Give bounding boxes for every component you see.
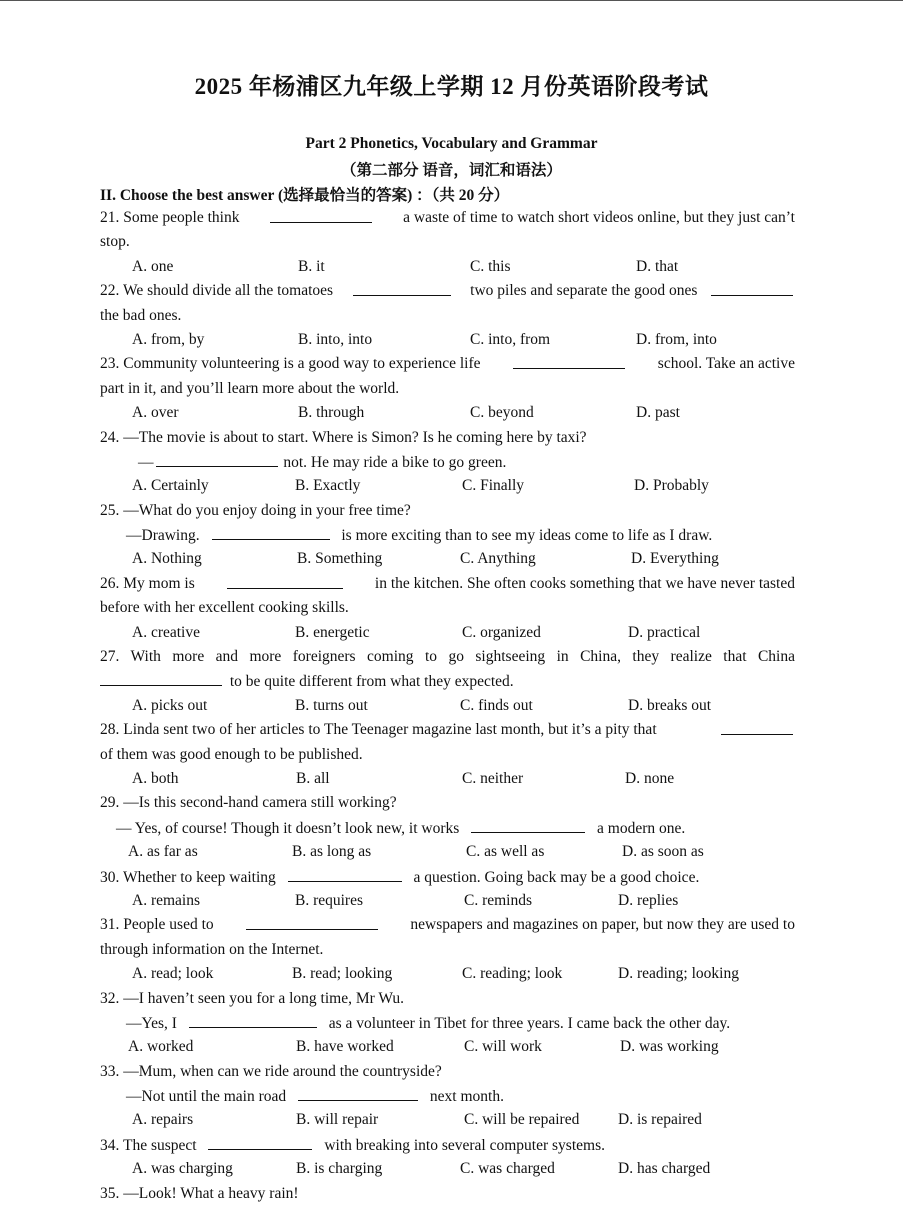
options-34 <box>100 1157 795 1181</box>
option-b[interactable]: B. it <box>298 257 325 275</box>
option-a[interactable]: A. repairs <box>132 1111 194 1129</box>
question-31 <box>100 913 795 937</box>
question-list <box>100 206 795 1206</box>
top-rule <box>0 0 903 1</box>
question-24-reply <box>100 450 795 474</box>
question-30 <box>100 865 795 889</box>
option-d[interactable]: D. reading; looking <box>618 965 739 983</box>
question-text: two piles and separate the good ones <box>470 282 698 300</box>
option-c[interactable]: C. beyond <box>470 404 534 422</box>
option-a[interactable]: A. Certainly <box>132 477 209 495</box>
option-c[interactable]: C. Anything <box>460 550 536 568</box>
option-d[interactable]: D. replies <box>618 891 679 909</box>
option-d[interactable]: D. Probably <box>634 477 709 495</box>
question-text: with breaking into several computer systems. <box>324 1136 605 1154</box>
options-22 <box>100 328 795 352</box>
option-b[interactable]: B. into, into <box>298 330 373 348</box>
option-a[interactable]: A. was charging <box>132 1160 233 1178</box>
question-text: 28. Linda sent two of her articles to The Teenager magazine last month, but it’s a pity that <box>100 721 657 739</box>
option-d[interactable]: D. that <box>636 257 679 275</box>
question-24: 24. —The movie is about to start. Where is Simon? Is he coming here by taxi? <box>100 428 587 446</box>
option-b[interactable]: B. as long as <box>292 843 372 861</box>
option-d[interactable]: D. Everything <box>631 550 719 568</box>
options-21 <box>100 255 795 279</box>
dash: — <box>138 453 154 471</box>
option-c[interactable]: C. neither <box>462 769 524 787</box>
option-d[interactable]: D. was working <box>620 1038 719 1056</box>
answer-blank <box>353 279 451 296</box>
question-26 <box>100 572 795 596</box>
option-b[interactable]: B. turns out <box>295 696 368 714</box>
question-27-cont <box>100 669 795 693</box>
answer-blank <box>246 913 378 930</box>
option-d[interactable]: D. has charged <box>618 1160 711 1178</box>
option-c[interactable]: C. reminds <box>464 891 533 909</box>
option-c[interactable]: C. Finally <box>462 477 525 495</box>
options-30 <box>100 889 795 913</box>
question-text: a waste of time to watch short videos online, but they just can’t <box>403 209 795 226</box>
option-b[interactable]: B. read; looking <box>292 965 393 983</box>
question-text: not. He may ride a bike to go green. <box>283 453 507 471</box>
answer-blank <box>100 669 222 686</box>
section-title: II. Choose the best answer (选择最恰当的答案) ：（共 20 分） <box>100 187 510 204</box>
question-29-reply <box>100 816 795 840</box>
option-d[interactable]: D. none <box>625 769 675 787</box>
answer-blank <box>227 572 343 589</box>
question-text-cont: part in it, and you’ll learn more about the world. <box>100 379 400 397</box>
question-text: school. Take an active <box>657 355 795 373</box>
question-text: as a volunteer in Tibet for three years. I came back the other day. <box>328 1014 731 1032</box>
question-22 <box>100 279 795 303</box>
answer-blank <box>270 206 372 223</box>
question-28 <box>100 718 795 742</box>
option-c[interactable]: C. into, from <box>470 330 551 348</box>
option-b[interactable]: B. will repair <box>296 1111 379 1129</box>
question-32: 32. —I haven’t seen you for a long time, Mr Wu. <box>100 989 405 1007</box>
exam-title: 2025 年杨浦区九年级上学期 12 月份英语阶段考试 <box>194 74 709 99</box>
answer-blank <box>513 352 625 369</box>
question-33-reply <box>100 1084 795 1108</box>
question-34 <box>100 1133 795 1157</box>
question-text: 23. Community volunteering is a good way to experience life <box>100 355 481 373</box>
option-a[interactable]: A. over <box>132 404 179 422</box>
question-text: — Yes, of course! Though it doesn’t look new, it works <box>116 819 460 837</box>
question-text-cont: before with her excellent cooking skills. <box>100 599 349 617</box>
option-b[interactable]: B. have worked <box>296 1038 394 1056</box>
option-c[interactable]: C. was charged <box>460 1160 555 1178</box>
question-text: next month. <box>429 1088 504 1106</box>
option-b[interactable]: B. through <box>298 404 365 422</box>
question-text: newspapers and magazines on paper, but now they are used to <box>410 916 795 934</box>
question-25: 25. —What do you enjoy doing in your free time? <box>100 501 411 519</box>
question-text: —Not until the main road <box>126 1088 287 1106</box>
option-d[interactable]: D. is repaired <box>618 1111 702 1129</box>
question-text: 30. Whether to keep waiting <box>100 868 276 886</box>
options-28 <box>100 767 795 791</box>
answer-blank <box>156 450 278 467</box>
option-a[interactable]: A. read; look <box>132 965 214 983</box>
options-27 <box>100 694 795 718</box>
option-a[interactable]: A. worked <box>128 1038 194 1056</box>
question-text-cont: of them was good enough to be published. <box>100 745 363 763</box>
options-31 <box>100 962 795 986</box>
question-32-reply <box>100 1011 795 1035</box>
question-27: 27. With more and more foreigners coming to go sightseeing in China, they realize that China <box>100 648 795 666</box>
option-b[interactable]: B. is charging <box>296 1160 383 1178</box>
option-a[interactable]: A. picks out <box>132 696 208 714</box>
option-c[interactable]: C. this <box>470 257 511 275</box>
options-24 <box>100 474 795 498</box>
question-29: 29. —Is this second-hand camera still working? <box>100 794 397 812</box>
question-text: is more exciting than to see my ideas come to life as I draw. <box>341 527 713 545</box>
option-b[interactable]: B. all <box>296 769 330 787</box>
question-text-cont: through information on the Internet. <box>100 940 324 958</box>
option-b[interactable]: B. requires <box>295 891 364 909</box>
question-text: 31. People used to <box>100 916 214 934</box>
options-33 <box>100 1108 795 1132</box>
part-title: Part 2 Phonetics, Vocabulary and Grammar <box>305 135 598 152</box>
option-b[interactable]: B. energetic <box>295 623 370 641</box>
option-a[interactable]: A. creative <box>132 623 200 641</box>
option-b[interactable]: B. Something <box>297 550 383 568</box>
answer-blank <box>721 718 793 735</box>
answer-blank <box>288 865 402 882</box>
option-c[interactable]: C. finds out <box>460 696 533 714</box>
option-c[interactable]: C. will work <box>464 1038 542 1056</box>
question-23 <box>100 352 795 376</box>
question-text: —Yes, I <box>126 1014 177 1032</box>
question-text: —Drawing. <box>126 527 200 545</box>
question-text: to be quite different from what they expected. <box>229 673 514 691</box>
option-c[interactable]: C. as well as <box>466 843 545 861</box>
answer-blank <box>298 1084 418 1101</box>
question-text: in the kitchen. She often cooks something that we have never tasted <box>374 574 795 592</box>
options-29 <box>100 840 795 864</box>
answer-blank <box>189 1011 317 1028</box>
option-a[interactable]: A. as far as <box>128 843 198 861</box>
option-d[interactable]: D. breaks out <box>628 696 712 714</box>
part-subtitle: （第二部分 语音，词汇和语法） <box>341 162 562 179</box>
answer-blank <box>711 279 793 296</box>
question-text-cont: stop. <box>100 233 130 251</box>
option-a[interactable]: A. both <box>132 769 179 787</box>
options-32 <box>100 1035 795 1059</box>
option-d[interactable]: D. as soon as <box>622 843 704 861</box>
question-text: a question. Going back may be a good choice. <box>413 868 700 886</box>
question-text: 21. Some people think <box>100 209 240 226</box>
question-text-cont: the bad ones. <box>100 306 182 324</box>
answer-blank <box>208 1133 312 1150</box>
option-d[interactable]: D. practical <box>628 623 701 641</box>
option-a[interactable]: A. Nothing <box>132 550 202 568</box>
question-33: 33. —Mum, when can we ride around the countryside? <box>100 1062 442 1080</box>
question-text: a modern one. <box>597 819 686 837</box>
question-25-reply <box>100 523 795 547</box>
options-23 <box>100 401 795 425</box>
option-a[interactable]: A. one <box>132 257 174 275</box>
option-c[interactable]: C. reading; look <box>462 965 563 983</box>
question-text: 34. The suspect <box>100 1136 197 1154</box>
question-35: 35. —Look! What a heavy rain! <box>100 1184 299 1202</box>
options-25 <box>100 547 795 571</box>
options-26 <box>100 621 795 645</box>
question-21 <box>100 206 795 230</box>
answer-blank <box>212 523 330 540</box>
option-c[interactable]: C. will be repaired <box>464 1111 580 1129</box>
option-d[interactable]: D. past <box>636 404 680 422</box>
option-a[interactable]: A. remains <box>132 891 201 909</box>
option-b[interactable]: B. Exactly <box>295 477 361 495</box>
option-d[interactable]: D. from, into <box>636 330 717 348</box>
answer-blank <box>471 816 585 833</box>
question-text: 26. My mom is <box>100 574 195 592</box>
option-a[interactable]: A. from, by <box>132 330 205 348</box>
question-text: 22. We should divide all the tomatoes <box>100 282 334 300</box>
option-c[interactable]: C. organized <box>462 623 541 641</box>
